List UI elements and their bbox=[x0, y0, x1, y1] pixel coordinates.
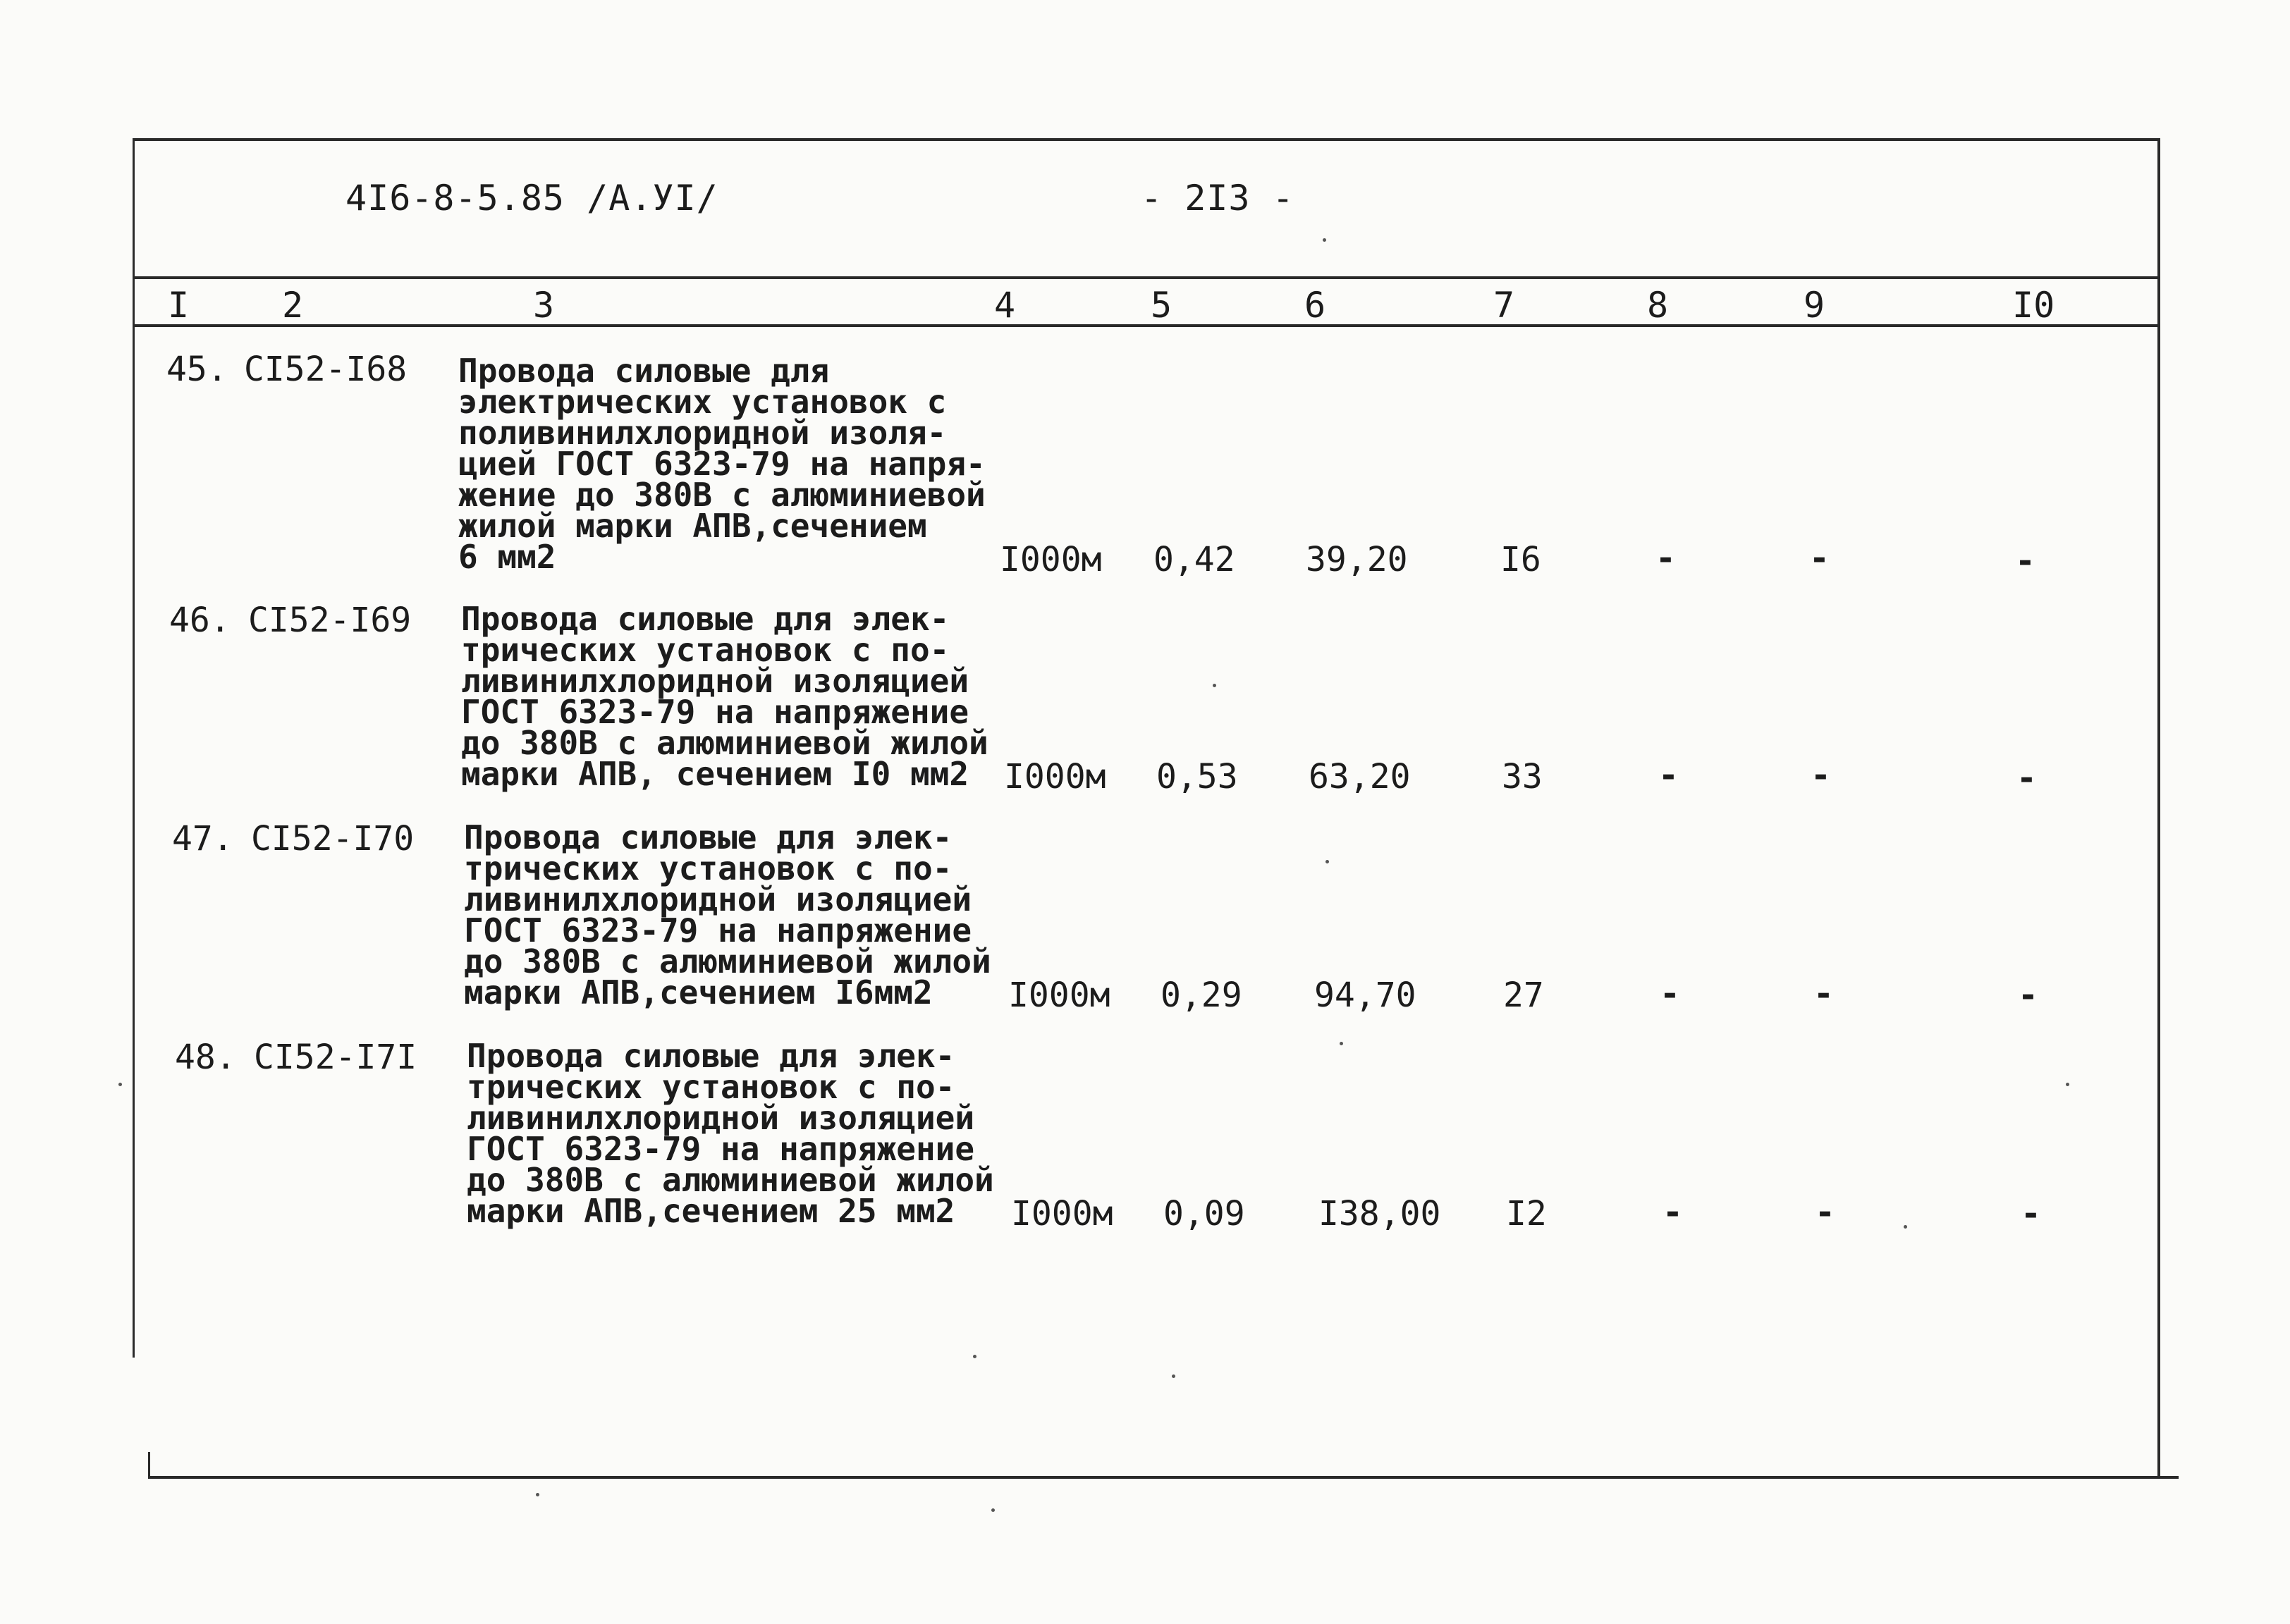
item-col6: 63,20 bbox=[1309, 757, 1411, 796]
scan-speck bbox=[1323, 238, 1326, 242]
row-number: 46. bbox=[169, 601, 231, 640]
scan-speck bbox=[536, 1493, 539, 1496]
scan-speck bbox=[991, 1508, 995, 1512]
item-col8: - bbox=[1655, 539, 1676, 578]
scan-speck bbox=[2066, 1083, 2069, 1086]
scan-speck bbox=[1325, 860, 1329, 863]
column-number: 8 bbox=[1647, 285, 1669, 326]
item-description: Провода силовые для элек- трических установок с по- ливинилхлоридной изоляцией ГОСТ 6323-79 на напряжение до 380В с алюминиевой жилой марки АПВ,сечением I6мм2 bbox=[464, 818, 991, 1011]
item-col10: - bbox=[2018, 976, 2038, 1015]
item-col8: - bbox=[1660, 974, 1680, 1014]
column-number: 4 bbox=[994, 285, 1016, 326]
frame-top-line bbox=[133, 138, 2160, 141]
item-col6: I38,00 bbox=[1318, 1194, 1441, 1234]
column-number: I0 bbox=[2012, 285, 2055, 326]
column-number: 7 bbox=[1493, 285, 1515, 326]
item-code: СI52-I70 bbox=[251, 819, 415, 859]
item-code: СI52-I69 bbox=[248, 601, 412, 640]
column-number: 3 bbox=[533, 285, 555, 326]
item-col6: 94,70 bbox=[1314, 976, 1416, 1015]
item-description: Провода силовые для элек- трических установок с по- ливинилхлоридной изоляцией ГОСТ 6323-79 на напряжение до 380В с алюминиевой жилой марки АПВ, сечением I0 мм2 bbox=[461, 600, 988, 793]
item-col8: - bbox=[1658, 756, 1679, 795]
row-number: 45. bbox=[166, 350, 228, 389]
item-col9: - bbox=[1809, 539, 1830, 578]
header-divider-line bbox=[133, 276, 2160, 279]
frame-right-line bbox=[2157, 138, 2160, 1476]
scan-speck bbox=[1904, 1225, 1907, 1229]
column-number: 6 bbox=[1304, 285, 1326, 326]
column-number: 2 bbox=[282, 285, 304, 326]
item-col7: 33 bbox=[1502, 757, 1543, 796]
item-col5: 0,29 bbox=[1161, 976, 1242, 1015]
row-number: 48. bbox=[175, 1038, 236, 1077]
item-col10: - bbox=[2021, 1194, 2041, 1234]
item-code: СI52-I7I bbox=[254, 1038, 417, 1077]
item-unit: I000м bbox=[1004, 757, 1106, 796]
item-col5: 0,42 bbox=[1153, 540, 1235, 579]
item-description: Провода силовые для электрических установок с поливинилхлоридной изоля- цией ГОСТ 6323-79 на напря- жение до 380В с алюминиевой жилой марки АПВ,сечением 6 мм2 bbox=[458, 352, 986, 576]
page-number: - 2I3 - bbox=[1141, 178, 1294, 219]
column-number: 5 bbox=[1151, 285, 1172, 326]
item-col9: - bbox=[1813, 974, 1834, 1014]
item-col9: - bbox=[1815, 1193, 1835, 1232]
item-col8: - bbox=[1663, 1193, 1683, 1232]
item-col10: - bbox=[2015, 541, 2035, 581]
scan-speck bbox=[973, 1355, 976, 1358]
item-col7: I2 bbox=[1506, 1194, 1547, 1234]
item-col5: 0,53 bbox=[1156, 757, 1238, 796]
scan-speck bbox=[118, 1083, 122, 1086]
item-col6: 39,20 bbox=[1306, 540, 1408, 579]
frame-left-line bbox=[133, 138, 135, 1358]
item-col10: - bbox=[2016, 758, 2037, 798]
scan-speck bbox=[1213, 684, 1216, 687]
item-unit: I000м bbox=[1008, 976, 1110, 1015]
item-unit: I000м bbox=[1000, 540, 1102, 579]
scan-speck bbox=[1340, 1042, 1343, 1045]
frame-bottom-line bbox=[148, 1476, 2179, 1479]
column-number: 9 bbox=[1804, 285, 1825, 326]
item-description: Провода силовые для элек- трических установок с по- ливинилхлоридной изоляцией ГОСТ 6323-79 на напряжение до 380В с алюминиевой жилой марки АПВ,сечением 25 мм2 bbox=[467, 1037, 994, 1230]
column-number: I bbox=[168, 285, 190, 326]
scan-speck bbox=[1172, 1374, 1175, 1378]
item-col5: 0,09 bbox=[1163, 1194, 1245, 1234]
item-col7: I6 bbox=[1500, 540, 1541, 579]
item-unit: I000м bbox=[1011, 1194, 1113, 1234]
column-numbers-divider-line bbox=[133, 324, 2160, 327]
row-number: 47. bbox=[172, 819, 233, 859]
item-col7: 27 bbox=[1503, 976, 1544, 1015]
frame-bottom-left-line bbox=[148, 1452, 150, 1479]
document-code: 4I6-8-5.85 /А.УI/ bbox=[345, 178, 718, 219]
item-col9: - bbox=[1811, 756, 1831, 795]
item-code: СI52-I68 bbox=[244, 350, 408, 389]
